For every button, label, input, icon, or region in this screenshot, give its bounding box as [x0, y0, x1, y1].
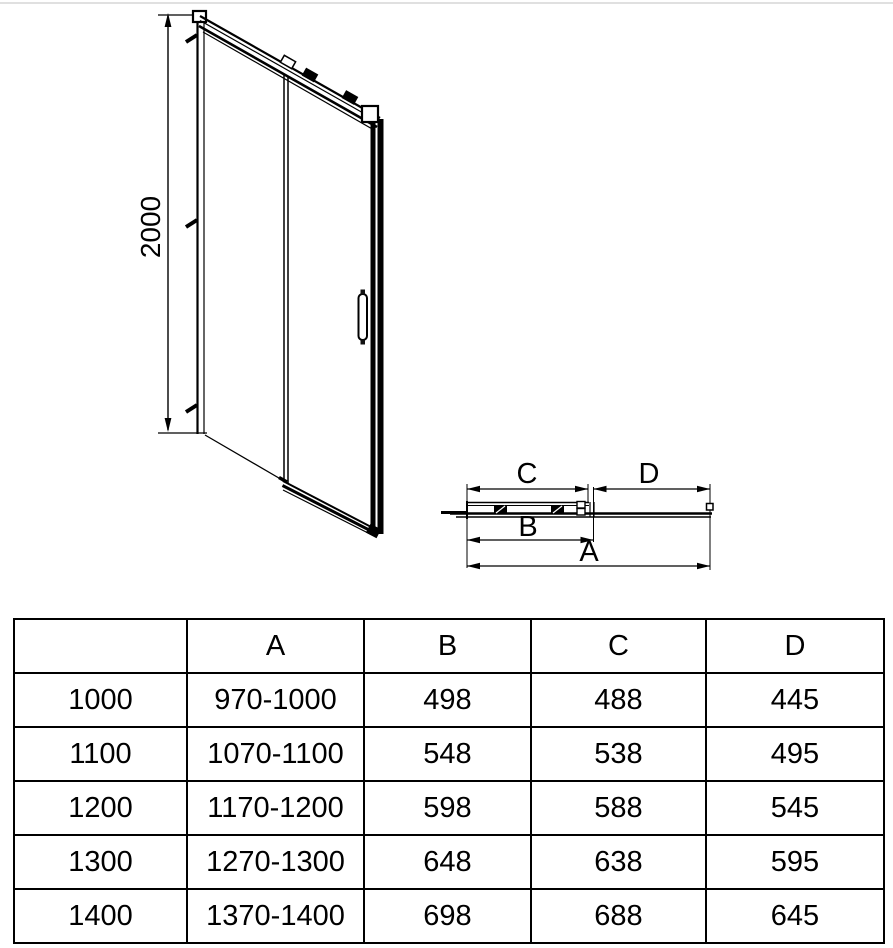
dimension-label-a: A — [579, 536, 599, 568]
table-row — [14, 727, 884, 781]
wall-bracket-bottom — [186, 405, 197, 412]
table-cell-c: 588 — [531, 781, 706, 835]
table-header-a: A — [187, 619, 364, 673]
section-profile — [441, 501, 713, 519]
table-cell-b: 598 — [364, 781, 531, 835]
table-row — [14, 889, 884, 943]
top-rail — [199, 16, 380, 130]
table-header-c: C — [531, 619, 706, 673]
table-header-d: D — [706, 619, 884, 673]
right-wall-bracket — [707, 504, 714, 511]
height-dimension-label: 2000 — [135, 195, 166, 259]
top-right-cap — [362, 106, 378, 122]
table-cell-size: 1000 — [14, 673, 187, 727]
table-row — [14, 781, 884, 835]
table-header-row — [14, 619, 884, 673]
table-cell-a: 970-1000 — [187, 673, 364, 727]
table-cell-b: 548 — [364, 727, 531, 781]
dimension-label-c: C — [516, 458, 538, 490]
dimension-label-d: D — [638, 458, 660, 490]
panel-overlap-edge — [284, 75, 288, 484]
stopper-bottom — [577, 509, 585, 516]
wall-bracket-top — [186, 35, 197, 42]
table-cell-c: 538 — [531, 727, 706, 781]
dimension-label-b: B — [518, 511, 538, 543]
table-cell-c: 638 — [531, 835, 706, 889]
table-cell-b: 648 — [364, 835, 531, 889]
arrow-down — [165, 418, 172, 432]
table-cell-a: 1370-1400 — [187, 889, 364, 943]
table-cell-d: 495 — [706, 727, 884, 781]
table-cell-d: 545 — [706, 781, 884, 835]
left-wall-profile — [186, 11, 206, 434]
table-header-size — [14, 619, 187, 673]
front-view-drawing — [158, 11, 384, 538]
stopper-top — [577, 502, 585, 509]
size-table — [13, 618, 885, 944]
table-cell-b: 498 — [364, 673, 531, 727]
table-cell-b: 698 — [364, 889, 531, 943]
table-cell-size: 1400 — [14, 889, 187, 943]
table-cell-c: 688 — [531, 889, 706, 943]
top-left-cap — [193, 11, 206, 22]
table-cell-a: 1270-1300 — [187, 835, 364, 889]
table-row — [14, 673, 884, 727]
table-row — [14, 835, 884, 889]
table-cell-a: 1170-1200 — [187, 781, 364, 835]
table-cell-size: 1100 — [14, 727, 187, 781]
table-cell-size: 1300 — [14, 835, 187, 889]
table-cell-size: 1200 — [14, 781, 187, 835]
table-cell-d: 595 — [706, 835, 884, 889]
bottom-rail — [205, 435, 381, 538]
wall-bracket-middle — [186, 220, 197, 227]
table-header-b: B — [364, 619, 531, 673]
roller-bracket — [280, 55, 295, 68]
door-handle — [359, 290, 368, 345]
rail-start-bracket — [279, 478, 287, 483]
table-cell-d: 445 — [706, 673, 884, 727]
table-cell-a: 1070-1100 — [187, 727, 364, 781]
table-cell-c: 488 — [531, 673, 706, 727]
table-cell-d: 645 — [706, 889, 884, 943]
